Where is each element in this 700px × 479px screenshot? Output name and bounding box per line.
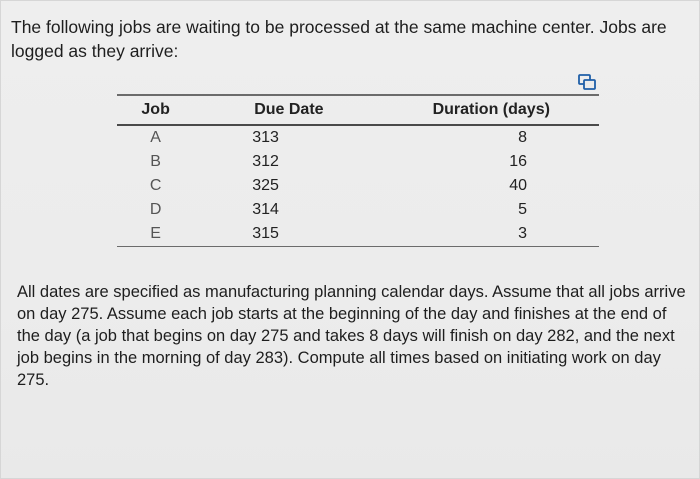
due-date-cell: 312	[252, 153, 279, 170]
duration-cell: 16	[509, 153, 527, 170]
due-date-cell: 314	[252, 201, 279, 218]
job-cell: E	[150, 225, 161, 242]
duration-cell: 8	[518, 129, 527, 146]
job-cell: B	[150, 153, 161, 170]
due-date-cell: 315	[252, 225, 279, 242]
table-row	[117, 125, 599, 150]
duration-cell: 3	[518, 225, 527, 242]
due-date-cell: 325	[252, 177, 279, 194]
job-cell: C	[149, 177, 162, 194]
header-due-date: Due Date	[254, 101, 324, 118]
header-duration: Duration (days)	[432, 101, 550, 118]
header-job: Job	[141, 101, 170, 118]
table-row	[117, 222, 599, 247]
jobs-table	[117, 94, 599, 247]
table-row	[117, 150, 599, 174]
duration-cell: 40	[509, 177, 527, 194]
due-date-cell: 313	[252, 129, 279, 146]
table-header-row	[117, 95, 599, 125]
table-row	[117, 198, 599, 222]
table-row	[117, 174, 599, 198]
job-cell: A	[150, 129, 161, 146]
assumptions-paragraph: All dates are specified as manufacturing planning calendar days. Assume that all jobs arrive on day 275. Assume each job starts at the beginning of the day and finishes at the end of the day (a job that begins on day 275 and takes 8 days will finish on day 282, and the next job begins in the morning of day 283). Compute all times based on initiating work on day 275.	[17, 283, 686, 389]
duration-cell: 5	[518, 201, 527, 218]
job-cell: D	[149, 201, 162, 218]
copy-icon[interactable]	[578, 74, 596, 90]
intro-paragraph: The following jobs are waiting to be processed at the same machine center. Jobs are logged as they arrive:	[11, 17, 667, 61]
